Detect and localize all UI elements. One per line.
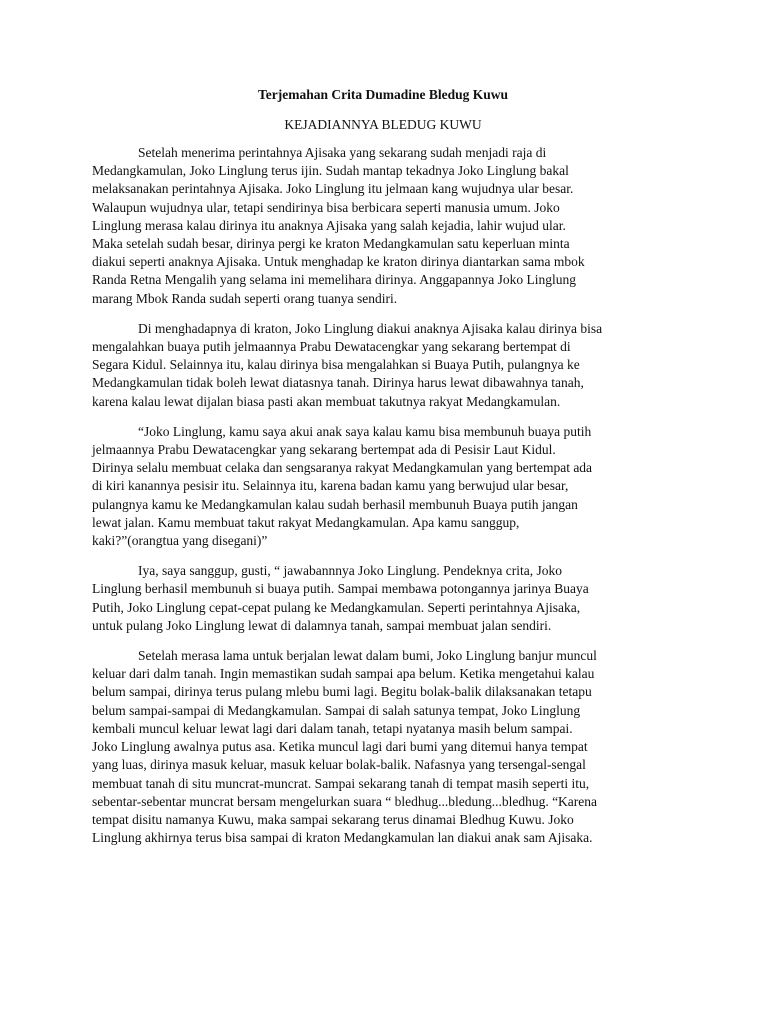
- paragraph-2: Di menghadapnya di kraton, Joko Linglung diakui anaknya Ajisaka kalau dirinya bisa mengalahkan buaya putih jelmaannya Prabu Dewatacengkar yang sekarang bertempat di Segara Kidul. Selainnya itu, kalau dirinya bisa mengalahkan si Buaya Putih, pulangnya ke Medangkamulan tidak boleh lewat diatasnya tanah. Dirinya harus lewat dibawahnya tanah, karena kalau lewat dijalan biasa pasti akan membuat takutnya rakyat Medangkamulan.: [92, 320, 603, 409]
- document-heading: KEJADIANNYA BLEDUG KUWU: [284, 117, 482, 132]
- paragraph-4: Iya, saya sanggup, gusti, “ jawabannnya Joko Linglung. Pendeknya crita, Joko Linglung berhasil membunuh si buaya putih. Sampai membawa potongannya jarinya Buaya Putih, Joko Linglung cepat-cepat pulang ke Medangkamulan. Seperti perintahnya Ajisaka, untuk pulang Joko Linglung lewat di dalamnya tanah, sampai membuat jalan sendiri.: [92, 563, 589, 633]
- paragraph-5: Setelah merasa lama untuk berjalan lewat dalam bumi, Joko Linglung banjur muncul keluar dari dalm tanah. Ingin memastikan sudah sampai apa belum. Ketika mengetahui kalau belum sampai, dirinya terus pulang mlebu bumi lagi. Begitu bolak-balik dilaksanakan tetapu belum sampai-sampai di Medangkamulan. Sampai di salah satunya tempat, Joko Linglung kembali muncul keluar lewat lagi dari dalam tanah, tetapi nyatanya masih belum sampai. Joko Linglung awalnya putus asa. Ketika muncul lagi dari bumi yang ditemui hanya tempat yang luas, dirinya masuk keluar, masuk keluar bolak-balik. Nafasnya yang tersengal-sengal membuat tanah di situ muncrat-muncrat. Sampai sekarang tanah di tempat masih seperti itu, sebentar-sebentar muncrat bersam mengelurkan suara “ bledhug...bledung...bledhug. “Karena tempat disitu namanya Kuwu, maka sampai sekarang terus dinamai Bledhug Kuwu. Joko Linglung akhirnya terus bisa sampai di kraton Medangkamulan lan diakui anak sam Ajisaka.: [92, 648, 598, 846]
- paragraph-3: “Joko Linglung, kamu saya akui anak saya kalau kamu bisa membunuh buaya putih jelmaannya Prabu Dewatacengkar yang sekarang bertempat ada di Pesisir Laut Kidul. Dirinya selalu membuat celaka dan sengsaranya rakyat Medangkamulan yang bertempat ada di kiri kanannya pesisir itu. Selainnya itu, karena badan kamu yang berwujud ular besar, pulangnya kamu ke Medangkamulan kalau sudah berhasil membunuh Buaya putih jangan lewat jalan. Kamu membuat takut rakyat Medangkamulan. Apa kamu sanggup, kaki?”(orangtua yang disegani)”: [92, 423, 593, 549]
- document-title: Terjemahan Crita Dumadine Bledug Kuwu: [257, 87, 509, 102]
- document-page: [92, 86, 674, 859]
- paragraph-1: Setelah menerima perintahnya Ajisaka yang sekarang sudah menjadi raja di Medangkamulan, Joko Linglung terus ijin. Sudah mantap tekadnya Joko Linglung bakal melaksanakan perintahnya Ajisaka. Joko Linglung itu jelmaan kang wujudnya ular besar. Walaupun wujudnya ular, tetapi sendirinya bisa berbicara seperti manusia umum. Joko Linglung merasa kalau dirinya itu anaknya Ajisaka yang salah kejadia, lahir wujud ular. Maka setelah sudah besar, dirinya pergi ke kraton Medangkamulan satu keperluan minta diakui seperti anaknya Ajisaka. Untuk menghadap ke kraton dirinya diantarkan sama mbok Randa Retna Mengalih yang selama ini memelihara dirinya. Anggapannya Joko Linglung marang Mbok Randa sudah seperti orang tuanya sendiri.: [92, 145, 585, 306]
